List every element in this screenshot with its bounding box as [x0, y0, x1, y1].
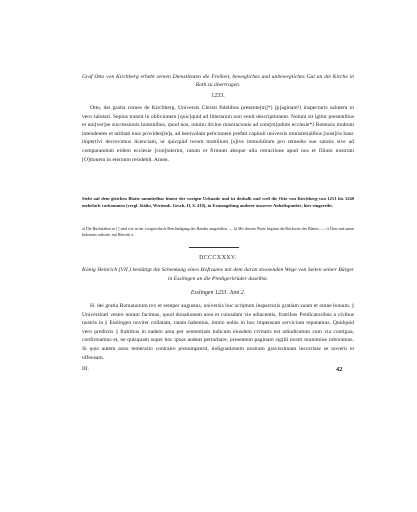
footnotes: a) Die Buchstaben in [ ] sind wie in der vorigen durch Beschädigung des Bandes ausgefallen. — b) Mit diesem Worte beginnt die Rückseite des Blattes. — c) Über und unten Indemnis radicale, mit Bleistift a. [82, 227, 354, 237]
page-number: 42 [336, 366, 343, 373]
charter-heading-1: Graf Otto von Kirchberg erhebt seinen Dienstleuten die Freiheit, bewegliches und unbewegliches Gut an die Kirche in Roth zu übertragen. [82, 74, 354, 89]
charter-text-1: Otto, dei gratia comes de Kirchberg. Universis Christi fidelibus presente[m]*) [p]aginam¹) inspecturis salutem in vero salutari. Sepius transit in oblivionem [quic]quid ad litterarum non venit descriptionem. Notum sit igitur presentibus et uni[ver]se successionis hominibus, quod nos, intuitu divine miseracionis ad com[m]odum ecclesie*) Rotensis multum intendentes et utilitati eius providen[te]s, ad benivolam peticionem prefati capituli universis ministerialibus [nost]ris hanc impertivi decrevimus licenciam, ut quicquid rerum mobilium [s]ive immobilium pro remedio sue salutis sive ad comparandum eidem ecclesie [con]tulerint, ratum et firmum absque ulla retractione apud nos et filium nostrum [O]ttonem in eternum resideblt. Amen. [82, 105, 354, 163]
charter-heading-2: König Heinrich (VII.) bestätigt die Schenkung eines Hofraums mit dem daran stossenden Wege von Seiten seiner Bürger in Esslingen an die Predigerbrüder daselbst. [82, 267, 354, 282]
section-divider [189, 247, 239, 248]
volume-signature: III. [82, 366, 89, 372]
charter-text-2: H. dei gratia Romanorum rex et semper augustus, universis hoc scriptum inspecturis gratiam suam et omne bonum. || Universitati vestre notum facimus, quod donationem area et cuiusdam vie adiacentis, fratribus Predicatoribus a civibus nostris in || Esslingen noviter collatam, ratam habemus, immo nobis in hoc impensum servicium reputamus. Quidquid vero predictis || fratribus in eadem area per sententiam iudicum eiusdem civitatis est adiudicatum cum via contigua, confirmamus et, ne quisquam super hoc ipsos audeat perturbare, presentem paginam sigilli nostri munimine roboramus. Si quis autem ausu temerario contraire presumpserit, indignationem nostram gravissimam incurrisse se noverit et offensam. [82, 303, 354, 361]
charter-date-2: Esslingen 1233. Juni 2. [190, 290, 246, 296]
charter-year-1: 1233. [211, 93, 225, 99]
charter-number: DCCCXXXV. [199, 255, 237, 261]
editorial-note: Steht auf dem gleichen Blatte unmittelbar hinter der vorigen Urkunde und ist deshalb und weil die Otto von Kirchberg von 1213 bis 1240 mehrfach vorkommen (vergl. Stälin, Wirtemb. Gesch. II, S. 410), in Ermangelung anderer äusserer Anhaltspunkte, hier eingereiht. [82, 196, 354, 208]
